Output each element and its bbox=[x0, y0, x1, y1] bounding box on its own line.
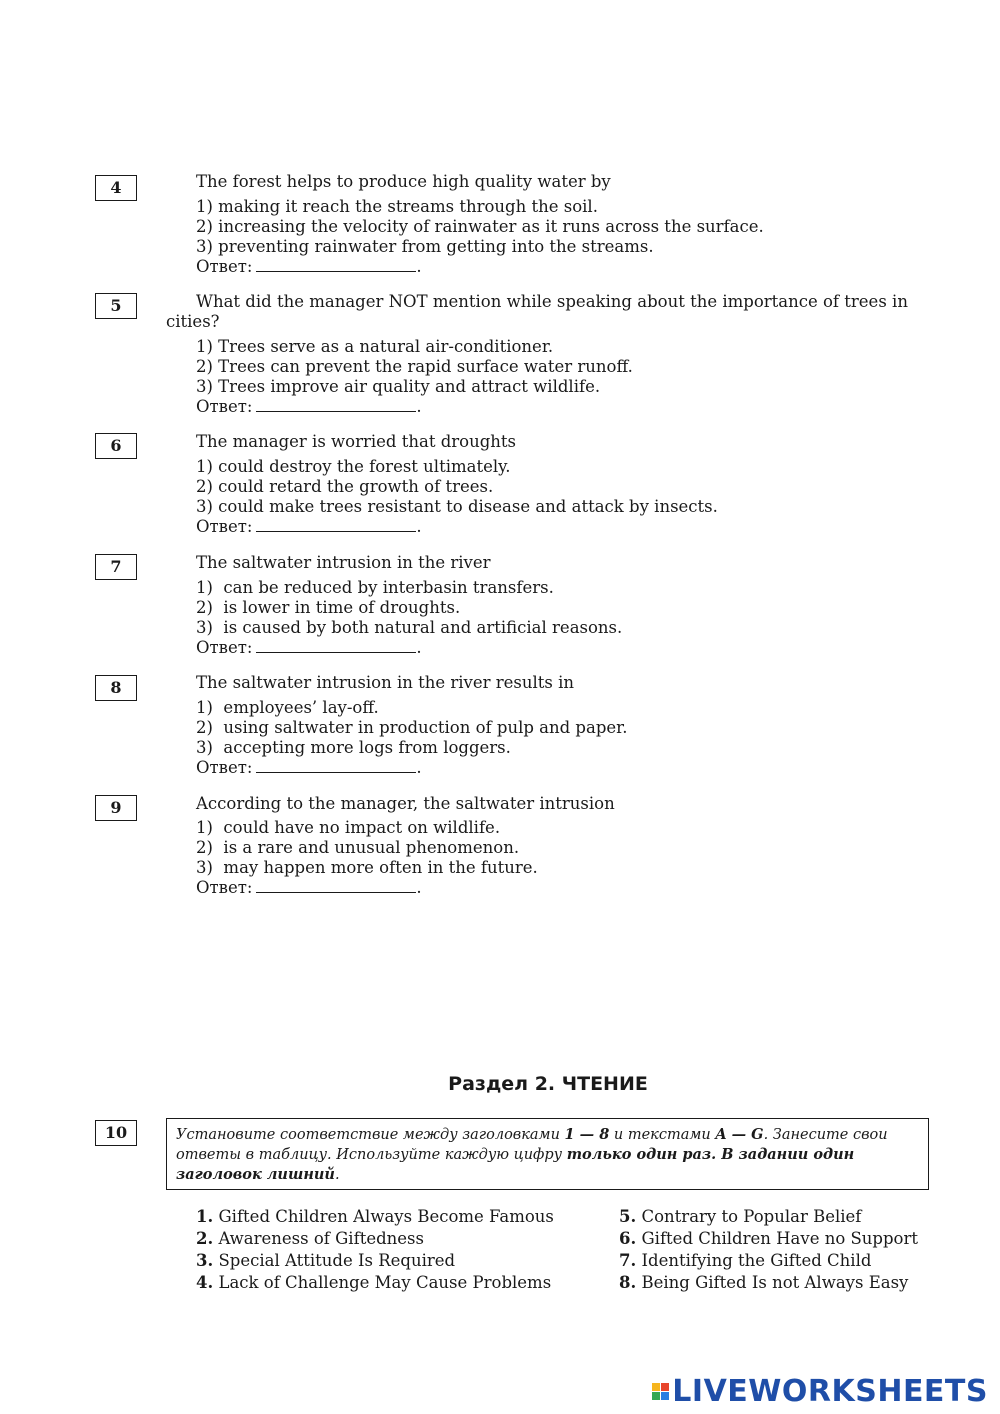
option-2: 2) could retard the growth of trees. bbox=[196, 477, 494, 496]
task-number-box: 9 bbox=[95, 795, 137, 821]
option-1: 1) Trees serve as a natural air-conditioner. bbox=[196, 337, 554, 356]
heading-item: 4. Lack of Challenge May Cause Problems bbox=[196, 1273, 552, 1292]
heading-item: 8. Being Gifted Is not Always Easy bbox=[619, 1273, 909, 1292]
option-3: 3) is caused by both natural and artificial reasons. bbox=[196, 618, 623, 637]
logo-square bbox=[661, 1392, 669, 1400]
answer-label: Ответ: bbox=[196, 517, 253, 536]
question-text: The forest helps to produce high quality water by bbox=[196, 172, 611, 191]
answer-label: Ответ: bbox=[196, 638, 253, 657]
instruction-emphasis: только один раз. В задании один заголовок лишний bbox=[176, 1146, 855, 1183]
option-3: 3) Trees improve air quality and attract wildlife. bbox=[196, 377, 601, 396]
answer-row: Ответ: . bbox=[196, 517, 422, 536]
answer-input-line[interactable] bbox=[256, 878, 416, 893]
logo-square bbox=[652, 1383, 660, 1391]
option-2: 2) increasing the velocity of rainwater as it runs across the surface. bbox=[196, 217, 764, 236]
answer-row: Ответ: . bbox=[196, 257, 422, 276]
question-text: The manager is worried that droughts bbox=[196, 432, 516, 451]
option-3: 3) could make trees resistant to disease and attack by insects. bbox=[196, 497, 718, 516]
answer-row: Ответ: . bbox=[196, 638, 422, 657]
answer-input-line[interactable] bbox=[256, 638, 416, 653]
answer-row: Ответ: . bbox=[196, 878, 422, 897]
question-text: The saltwater intrusion in the river bbox=[196, 553, 491, 572]
heading-item: 2. Awareness of Giftedness bbox=[196, 1229, 424, 1248]
option-1: 1) could destroy the forest ultimately. bbox=[196, 457, 511, 476]
heading-item: 7. Identifying the Gifted Child bbox=[619, 1251, 872, 1270]
task-number-box: 5 bbox=[95, 293, 137, 319]
option-2: 2) Trees can prevent the rapid surface water runoff. bbox=[196, 357, 633, 376]
answer-label: Ответ: bbox=[196, 758, 253, 777]
instruction-text: . Занесите свои ответы в таблицу. Используйте каждую цифру bbox=[176, 1127, 888, 1163]
instruction-box bbox=[166, 1118, 929, 1190]
option-1: 1) employees’ lay-off. bbox=[196, 698, 379, 717]
logo-square bbox=[652, 1392, 660, 1400]
answer-input-line[interactable] bbox=[256, 257, 416, 272]
answer-input-line[interactable] bbox=[256, 397, 416, 412]
task-number-box: 6 bbox=[95, 433, 137, 459]
instruction-range: A — G bbox=[715, 1126, 764, 1143]
logo-square bbox=[661, 1383, 669, 1391]
liveworksheets-logo[interactable] bbox=[652, 1374, 988, 1409]
answer-input-line[interactable] bbox=[256, 758, 416, 773]
option-3: 3) preventing rainwater from getting into the streams. bbox=[196, 237, 654, 256]
option-1: 1) making it reach the streams through the soil. bbox=[196, 197, 598, 216]
section-title: Раздел 2. ЧТЕНИЕ bbox=[448, 1073, 648, 1095]
answer-row: Ответ: . bbox=[196, 758, 422, 777]
instruction-range: 1 — 8 bbox=[564, 1126, 610, 1143]
option-1: 1) could have no impact on wildlife. bbox=[196, 818, 501, 837]
instruction-text: и текстами bbox=[609, 1127, 716, 1143]
question-text: The saltwater intrusion in the river results in bbox=[196, 673, 575, 692]
answer-label: Ответ: bbox=[196, 397, 253, 416]
logo-text: LIVEWORKSHEETS bbox=[672, 1374, 988, 1409]
logo-grid-icon bbox=[652, 1383, 669, 1400]
option-2: 2) is lower in time of droughts. bbox=[196, 598, 461, 617]
option-3: 3) accepting more logs from loggers. bbox=[196, 738, 511, 757]
heading-item: 1. Gifted Children Always Become Famous bbox=[196, 1207, 554, 1226]
option-1: 1) can be reduced by interbasin transfers. bbox=[196, 578, 554, 597]
answer-input-line[interactable] bbox=[256, 517, 416, 532]
task-number-box: 8 bbox=[95, 675, 137, 701]
instruction-text: Установите соответствие между заголовками bbox=[176, 1127, 565, 1143]
option-2: 2) is a rare and unusual phenomenon. bbox=[196, 838, 520, 857]
answer-label: Ответ: bbox=[196, 878, 253, 897]
task-number-box: 10 bbox=[95, 1120, 137, 1146]
answer-row: Ответ: . bbox=[196, 397, 422, 416]
answer-label: Ответ: bbox=[196, 257, 253, 276]
heading-item: 6. Gifted Children Have no Support bbox=[619, 1229, 919, 1248]
option-3: 3) may happen more often in the future. bbox=[196, 858, 538, 877]
heading-item: 5. Contrary to Popular Belief bbox=[619, 1207, 862, 1226]
heading-item: 3. Special Attitude Is Required bbox=[196, 1251, 456, 1270]
question-text: What did the manager NOT mention while speaking about the importance of trees in cities? bbox=[166, 292, 908, 331]
task-number-box: 4 bbox=[95, 175, 137, 201]
task-number-box: 7 bbox=[95, 554, 137, 580]
option-2: 2) using saltwater in production of pulp and paper. bbox=[196, 718, 628, 737]
question-text: According to the manager, the saltwater intrusion bbox=[196, 794, 615, 813]
instruction-text: . bbox=[334, 1167, 340, 1183]
